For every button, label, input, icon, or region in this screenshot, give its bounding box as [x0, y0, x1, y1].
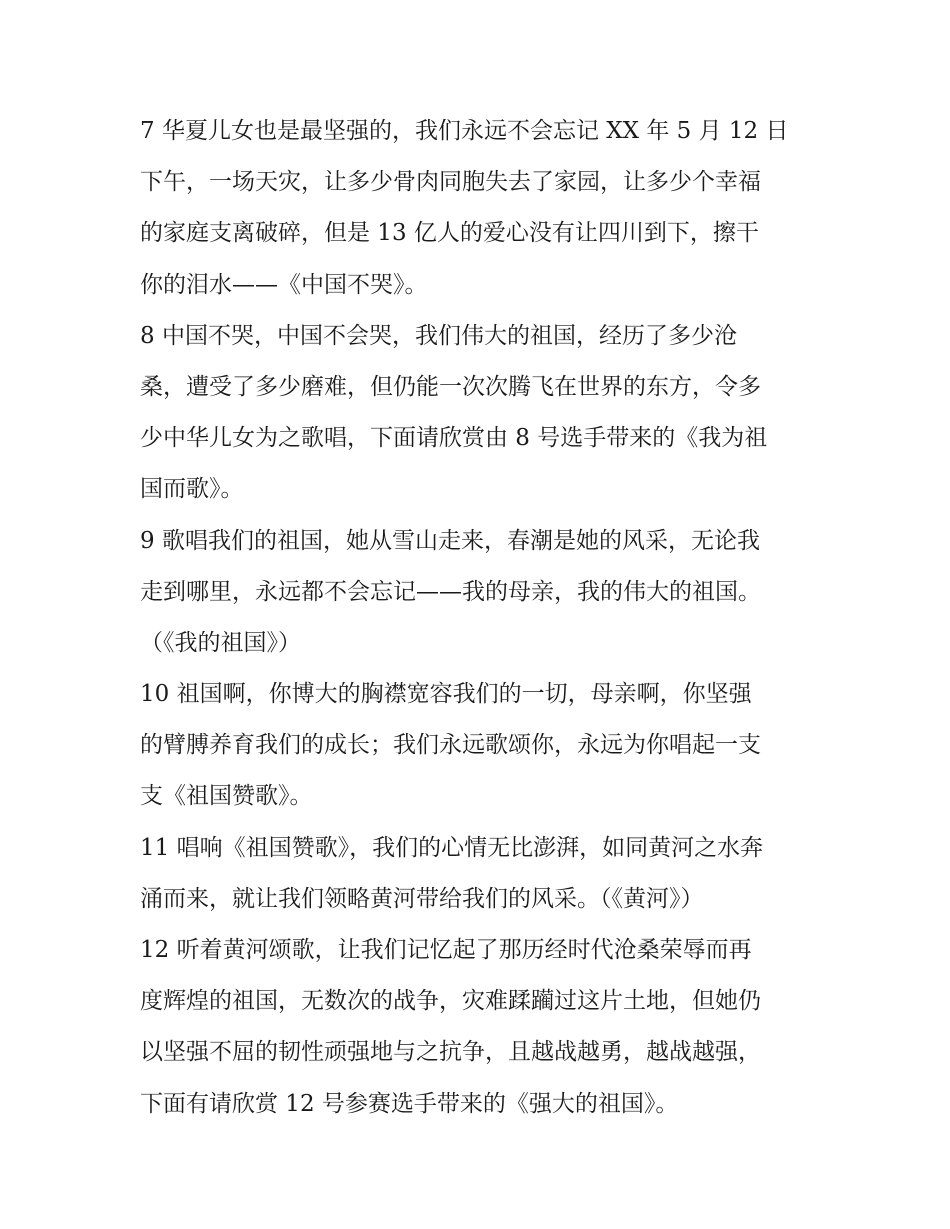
document-body [140, 106, 820, 1130]
text-line: 国而歌》。 [140, 476, 244, 503]
text-line: 8 中国不哭，中国不会哭，我们伟大的祖国，经历了多少沧 [140, 322, 737, 349]
text-line: 10 祖国啊，你博大的胸襟宽容我们的一切，母亲啊，你坚强 [140, 681, 752, 708]
paragraph-12 [140, 925, 820, 1130]
paragraph-8 [140, 311, 820, 516]
text-line: 涌而来，就让我们领略黄河带给我们的风采。（《黄河》） [140, 885, 704, 912]
text-line: 9 歌唱我们的祖国，她从雪山走来，春潮是她的风采，无论我 [140, 527, 760, 554]
text-line: 下午，一场天灾，让多少骨肉同胞失去了家园，让多少个幸福 [140, 169, 761, 196]
text-line: 桑，遭受了多少磨难，但仍能一次次腾飞在世界的东方，令多 [140, 373, 761, 400]
text-line: 你的泪水——《中国不哭》。 [140, 271, 428, 298]
text-line: 的臂膊养育我们的成长；我们永远歌颂你，永远为你唱起一支 [140, 732, 761, 759]
text-line: 下面有请欣赏 12 号参赛选手带来的《强大的祖国》。 [140, 1090, 679, 1117]
text-line: 少中华儿女为之歌唱，下面请欣赏由 8 号选手带来的《我为祖 [140, 425, 768, 452]
text-line: 的家庭支离破碎，但是 13 亿人的爱心没有让四川到下，擦干 [140, 220, 759, 247]
text-line: 11 唱响《祖国赞歌》，我们的心情无比澎湃，如同黄河之水奔 [140, 834, 764, 861]
text-line: 12 听着黄河颂歌，让我们记忆起了那历经时代沧桑荣辱而再 [140, 937, 752, 963]
text-line: 以坚强不屈的韧性顽强地与之抗争，且越战越勇，越战越强， [140, 1039, 761, 1066]
text-line: 7 华夏儿女也是最坚强的，我们永远不会忘记 XX 年 5 月 12 日 [140, 118, 789, 144]
text-line: 支《祖国赞歌》。 [140, 783, 313, 810]
paragraph-10 [140, 669, 820, 823]
paragraph-9 [140, 516, 820, 670]
paragraph-7 [140, 106, 820, 311]
text-line: 走到哪里，永远都不会忘记——我的母亲，我的伟大的祖国。 [140, 578, 761, 605]
paragraph-11 [140, 823, 820, 925]
text-line: （《我的祖国》） [140, 629, 301, 656]
text-line: 度辉煌的祖国，无数次的战争，灾难蹂躏过这片土地，但她仍 [140, 988, 761, 1015]
